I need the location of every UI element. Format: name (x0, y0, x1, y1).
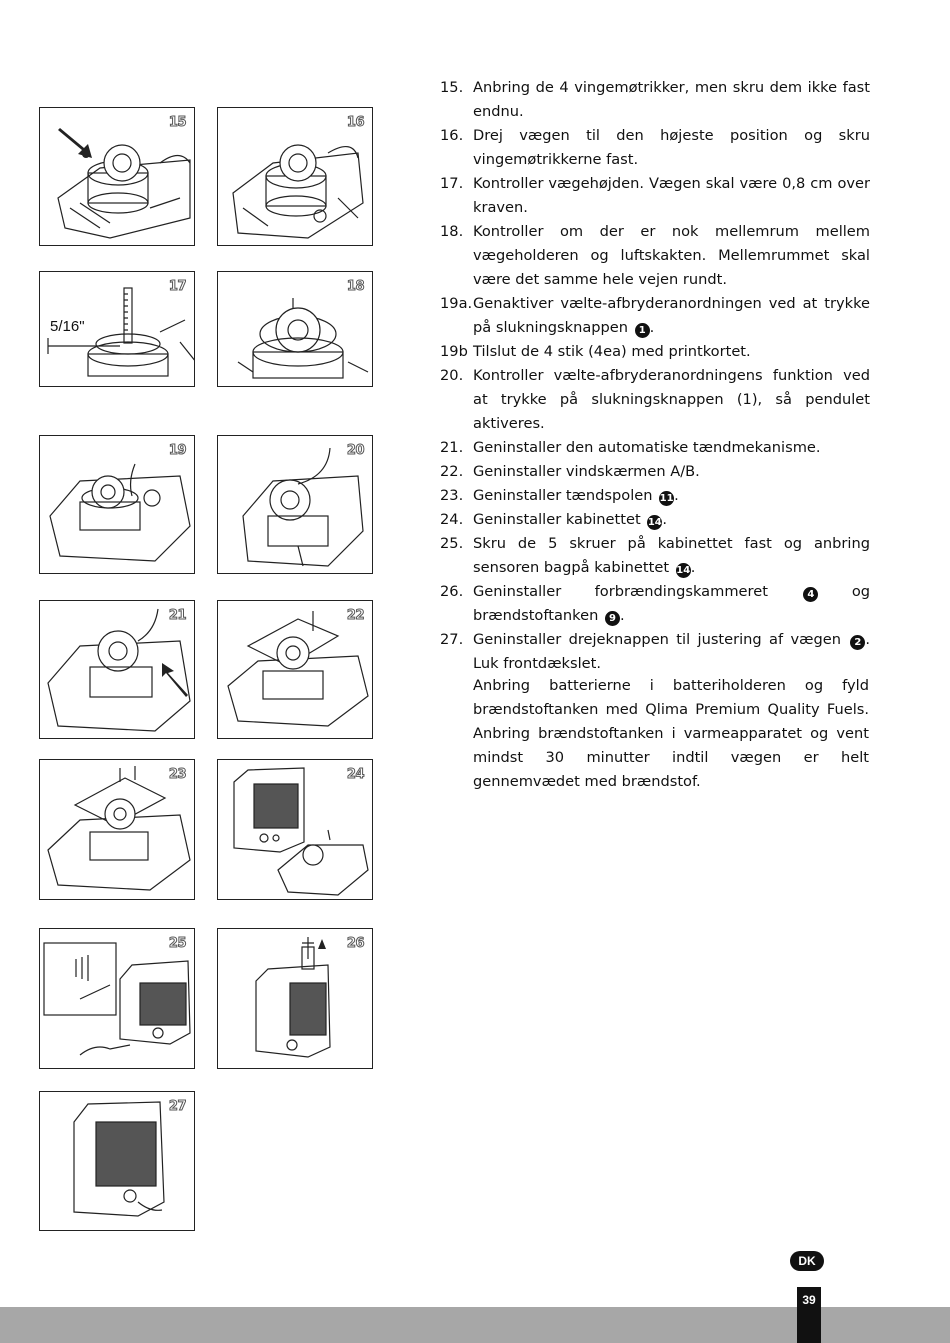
step-text-continued: og brændstoftanken (473, 583, 871, 624)
step-15 (440, 76, 870, 124)
step-text: Kontroller vælte-afbryderanordningens funktion ved at trykke på slukningsknappen (1), så pendulet aktiveres. (473, 367, 870, 432)
step-text-main: Geninstaller kabinettet (473, 511, 641, 528)
step-number: 24. (440, 511, 464, 528)
step-text: Kontroller om der er nok mellemrum mellem vægeholderen og luftskakten. Mellemrummet skal være det samme hele vejen rundt. (473, 223, 870, 288)
step-number: 17. (440, 175, 464, 192)
part-ref-badge: 14 (676, 565, 691, 576)
step-text (473, 484, 870, 508)
step-number: 18. (440, 223, 464, 240)
step-text-main: Geninstaller drejeknappen til justering af vægen (473, 631, 841, 648)
figure-number: 24 (346, 767, 364, 782)
figure-number: 23 (168, 767, 186, 782)
figure-26 (217, 928, 373, 1069)
figure-number: 20 (346, 443, 364, 458)
step-19b (440, 340, 870, 364)
step-23 (440, 484, 870, 508)
step-text: Geninstaller vindskærmen A/B. (473, 463, 700, 480)
step-17 (440, 172, 870, 220)
step-number: 22. (440, 463, 464, 480)
figure-17 (39, 271, 195, 387)
figure-27 (39, 1091, 195, 1231)
figure-18 (217, 271, 373, 387)
step-text-main: Skru de 5 skruer på kabinettet fast og anbring sensoren bagpå kabinettet (473, 535, 870, 576)
step-26 (440, 580, 870, 628)
part-ref-badge: 4 (803, 587, 818, 602)
step-text: Anbring de 4 vingemøtrikker, men skru dem ikke fast endnu. (473, 79, 870, 120)
step-19a (440, 292, 870, 340)
figure-number: 26 (346, 936, 364, 951)
step-text: Geninstaller den automatiske tændmekanisme. (473, 439, 821, 456)
figure-16 (217, 107, 373, 246)
part-ref-badge: 9 (605, 611, 620, 626)
step-text (473, 628, 870, 676)
figure-number: 15 (168, 115, 186, 130)
figure-number: 16 (346, 115, 364, 130)
step-number: 15. (440, 79, 464, 96)
step-text (473, 508, 870, 532)
figure-number: 19 (168, 443, 186, 458)
closing-paragraph: Anbring batterierne i batteriholderen og fyld brændstoftanken med Qlima Premium Quality Fuels. Anbring brændstoftanken i varmeapparatet og vent mindst 30 minutter indtil vægen er helt gennemvædet med brændstof. (473, 677, 869, 790)
step-text: Kontroller vægehøjden. Vægen skal være 0,8 cm over kraven. (473, 175, 870, 216)
step-text-end: . (674, 487, 679, 504)
wick-height-label: 5/16" (50, 318, 85, 335)
figure-19 (39, 435, 195, 574)
figure-number: 25 (168, 936, 186, 951)
figure-number: 21 (168, 608, 186, 623)
figure-number: 18 (346, 279, 364, 294)
step-number: 19a. (440, 295, 473, 312)
figure-number: 17 (168, 279, 186, 294)
step-18 (440, 220, 870, 292)
step-text: Drej vægen til den højeste position og skru vingemøtrikkerne fast. (473, 127, 870, 168)
step-20 (440, 364, 870, 436)
step-21 (440, 436, 870, 460)
language-badge: DK (790, 1251, 824, 1271)
part-ref-badge: 14 (647, 517, 662, 528)
step-number: 23. (440, 487, 464, 504)
figure-20 (217, 435, 373, 574)
step-text: Tilslut de 4 stik (4ea) med printkortet. (473, 343, 751, 360)
step-text-end: . (662, 511, 667, 528)
step-text-end: . Luk frontdækslet. (473, 631, 871, 672)
step-number: 16. (440, 127, 464, 144)
figure-23 (39, 759, 195, 900)
step-number: 25. (440, 535, 464, 552)
step-text-end: . (690, 559, 696, 576)
step-text-end: . (619, 607, 625, 624)
figure-number: 22 (346, 608, 364, 623)
step-22 (440, 460, 870, 484)
step-text-main: Geninstaller tændspolen (473, 487, 653, 504)
figure-25 (39, 928, 195, 1069)
part-ref-badge: 2 (850, 635, 865, 650)
step-number: 21. (440, 439, 464, 456)
page-number: 39 (797, 1287, 821, 1343)
step-text-main: Geninstaller forbrændingskammeret (473, 583, 768, 600)
part-ref-badge: 11 (659, 493, 674, 504)
step-number: 19b (440, 343, 468, 360)
instruction-list (440, 76, 870, 676)
step-text (473, 532, 870, 580)
figure-15 (39, 107, 195, 246)
step-24 (440, 508, 870, 532)
step-text (473, 292, 870, 340)
part-ref-badge: 1 (635, 323, 650, 338)
figure-24 (217, 759, 373, 900)
figure-22 (217, 600, 373, 739)
step-27 (440, 628, 870, 676)
figure-number: 27 (168, 1099, 186, 1114)
step-16 (440, 124, 870, 172)
step-25 (440, 532, 870, 580)
step-number: 27. (440, 631, 464, 648)
step-text-main: Genaktiver vælte-afbryderanordningen ved at trykke på slukningsknappen (473, 295, 870, 336)
step-number: 20. (440, 367, 464, 384)
step-text-end: . (649, 319, 655, 336)
step-number: 26. (440, 583, 464, 600)
figure-21 (39, 600, 195, 739)
step-text (473, 580, 870, 628)
